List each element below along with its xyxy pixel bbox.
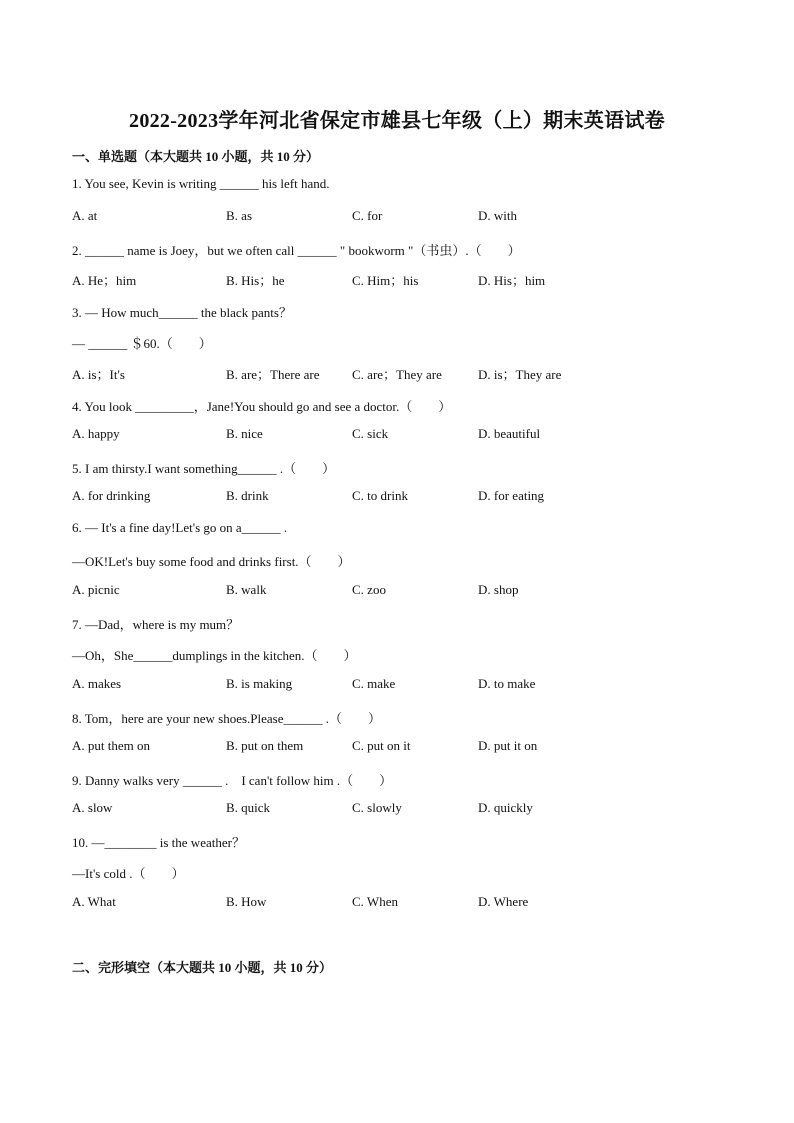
question-10-line-2: —It's cold .（ ） [72,866,185,881]
question-4-option-a: A. happy [72,426,120,441]
question-2-option-b: B. His；he [226,273,285,288]
question-10-line-1: 10. —________ is the weather？ [72,835,245,850]
question-9-option-a: A. slow [72,800,113,815]
question-9-option-b: B. quick [226,800,271,815]
question-7-line-1: 7. —Dad，where is my mum？ [72,617,240,632]
question-5-option-d: D. for eating [478,488,545,503]
question-7-option-d: D. to make [478,676,536,691]
question-8-option-c: C. put on it [352,738,411,753]
question-4-option-c: C. sick [352,426,389,441]
question-3-option-a: A. is；It's [72,367,125,382]
section-heading-single-choice: 一、单选题（本大题共 10 小题，共 10 分） [72,149,320,164]
question-4-line-1: 4. You look _________，Jane!You should go and see a doctor.（ ） [72,399,452,414]
question-2-option-a: A. He；him [72,273,137,288]
question-2-option-c: C. Him；his [352,273,419,288]
question-9-option-c: C. slowly [352,800,402,815]
question-1-option-a: A. at [72,208,98,223]
question-6-option-b: B. walk [226,582,267,597]
question-9-option-d: D. quickly [478,800,533,815]
question-4-option-b: B. nice [226,426,263,441]
question-5-option-a: A. for drinking [72,488,151,503]
question-6-line-2: —OK!Let's buy some food and drinks first.（ ） [72,554,351,569]
question-5-option-c: C. to drink [352,488,408,503]
question-3-option-b: B. are；There are [226,367,320,382]
question-10-option-d: D. Where [478,894,529,909]
question-1-option-b: B. as [226,208,252,223]
question-3-line-1: 3. — How much______ the black pants？ [72,305,292,320]
exam-title: 2022-2023学年河北省保定市雄县七年级（上）期末英语试卷 [129,110,665,132]
question-7-option-b: B. is making [226,676,293,691]
question-10-option-b: B. How [226,894,267,909]
question-6-option-a: A. picnic [72,582,120,597]
question-5-line-1: 5. I am thirsty.I want something______ .（ ） [72,461,336,476]
question-6-line-1: 6. — It's a fine day!Let's go on a______ . [72,520,288,535]
question-1-line-1: 1. You see, Kevin is writing ______ his left hand. [72,176,330,191]
question-1-option-d: D. with [478,208,517,223]
question-9-line-1: 9. Danny walks very ______ . I can't follow him .（ ） [72,773,393,788]
question-2-line-1: 2. ______ name is Joey，but we often call ______ " bookworm "（书虫）.（ ） [72,243,521,258]
question-3-line-2: — ______ ＄60.（ ） [72,336,212,351]
question-8-line-1: 8. Tom，here are your new shoes.Please______ .（ ） [72,711,381,726]
question-6-option-c: C. zoo [352,582,386,597]
question-7-option-a: A. makes [72,676,122,691]
question-8-option-d: D. put it on [478,738,538,753]
question-8-option-b: B. put on them [226,738,304,753]
question-6-option-d: D. shop [478,582,519,597]
question-2-option-d: D. His；him [478,273,546,288]
section-heading-cloze: 二、完形填空（本大题共 10 小题，共 10 分） [72,960,333,975]
question-1-option-c: C. for [352,208,383,223]
question-10-option-a: A. What [72,894,116,909]
question-4-option-d: D. beautiful [478,426,541,441]
question-3-option-c: C. are；They are [352,367,442,382]
question-5-option-b: B. drink [226,488,269,503]
question-10-option-c: C. When [352,894,398,909]
question-3-option-d: D. is；They are [478,367,562,382]
question-8-option-a: A. put them on [72,738,150,753]
question-7-option-c: C. make [352,676,396,691]
question-7-line-2: —Oh，She______dumplings in the kitchen.（ ） [72,648,357,663]
